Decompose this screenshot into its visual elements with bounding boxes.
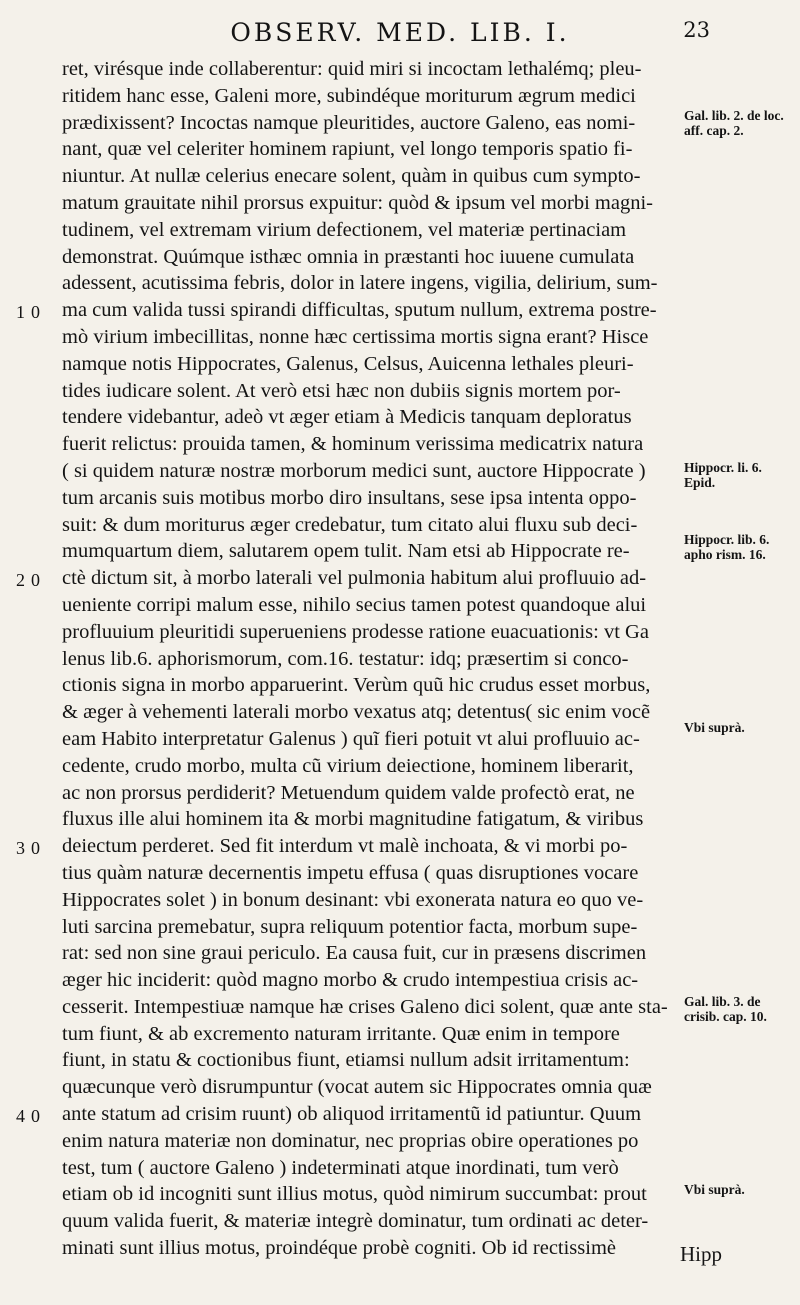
text-line: ac non prorsus perdiderit? Metuendum quidem valde profectò erat, ne [62,781,635,804]
text-line: eam Habito interpretatur Galenus ) quĩ fieri potuit vt alui profluuio ac- [62,727,640,750]
text-line: fuerit relictus: prouida tamen, & hominum verissima medicatrix natura [62,433,644,456]
text-line: quæcunque verò disrumpuntur (vocat autem sic Hippocrates omnia quæ [62,1076,652,1099]
text-line: suit: & dum moriturus æger credebatur, tum citato alui fluxu sub deci- [62,513,638,536]
margin-note-gal-lib2: Gal. lib. 2. de loc. aff. cap. 2. [684,108,784,138]
text-line: fluxus ille alui hominem ita & morbi magnitudine fatigatum, & viribus [62,808,644,831]
margin-note-gal-lib3: Gal. lib. 3. de crisib. cap. 10. [684,994,767,1024]
text-line: quum valida fuerit, & materiæ integrè dominatur, tum ordinati ac deter- [62,1210,649,1233]
text-line: ante statum ad crisim ruunt) ob aliquod irritamentũ id patiuntur. Quum [62,1103,642,1126]
text-line: cesserit. Intempestiuæ namque hæ crises Galeno dici solent, quæ ante sta- [62,995,668,1018]
body-text [62,56,680,1262]
margin-note-hippocr-aphorism: Hippocr. lib. 6. apho rism. 16. [684,532,770,562]
line-number-10: 10 [16,302,46,322]
text-line: mò virium imbecillitas, nonne hæc certissima mortis signa erant? Hisce [62,325,649,348]
line-number-40: 40 [16,1106,46,1126]
catchword: Hipp [680,1242,722,1266]
text-line: matum grauitate nihil prorsus expuitur: quòd & ipsum vel morbi magni- [62,191,653,214]
text-line: rat: sed non sine graui periculo. Ea causa fuit, cur in præsens discrimen [62,942,647,965]
text-line: prædixissent? Incoctas namque pleuritides, auctore Galeno, eas nomi- [62,111,636,134]
text-line: tum arcanis suis motibus morbo diro insultans, sese ipsa intenta oppo- [62,486,637,509]
text-line: minati sunt illius motus, proindéque probè cogniti. Ob id rectissimè [62,1237,617,1260]
text-line: Hippocrates solet ) in bonum desinant: vbi exonerata natura eo quo ve- [62,888,644,911]
text-line: luti sarcina premebatur, supra reliquum potentior facta, morbum supe- [62,915,638,938]
line-number-30: 30 [16,838,46,858]
page-number: 23 [683,18,710,42]
text-line: enim natura materiæ non dominatur, nec proprias obire operationes po [62,1129,639,1152]
text-line: ret, virésque inde collaberentur: quid miri si incoctam lethalémq; pleu- [62,58,642,80]
text-line: tius quàm naturæ decernentis impetu effusa ( quas disruptiones vocare [62,861,639,884]
text-line: ( si quidem naturæ nostræ morborum medici sunt, auctore Hippocrate ) [62,459,646,482]
running-title: OBSERV. MED. LIB. I. [230,18,570,47]
margin-note-hippocr-epid: Hippocr. li. 6. Epid. [684,460,762,490]
text-line: adessent, acutissima febris, dolor in latere ingens, vigilia, delirium, sum- [62,272,658,295]
text-line: etiam ob id incogniti sunt illius motus, quòd nimirum succumbat: prout [62,1183,647,1206]
text-line: deiectum perderet. Sed fit interdum vt malè inchoata, & vi morbi po- [62,835,628,858]
text-line: ritidem hanc esse, Galeni more, subindéque moriturum ægrum medici [62,84,636,107]
text-line: tides iudicare solent. At verò etsi hæc non dubiis signis mortem por- [62,379,621,402]
text-line: cedente, crudo morbo, multa cũ virium deiectione, hominem liberarit, [62,754,634,777]
text-line: & æger à vehementi laterali morbo vexatus atq; detentus( sic enim vocẽ [62,701,651,724]
text-line: tendere videbantur, adeò vt æger etiam à Medicis tanquam deploratus [62,406,632,429]
line-number-20: 20 [16,570,46,590]
text-line: ma cum valida tussi spirandi difficultas, sputum nullum, extrema postre- [62,299,657,322]
text-line: test, tum ( auctore Galeno ) indeterminati atque inordinati, tum verò [62,1156,619,1179]
text-line: ueniente corripi malum esse, nihilo secius tamen potest quandoque alui [62,593,647,616]
margin-note-vbi-supra-2: Vbi suprà. [684,1182,745,1197]
text-line: mumquartum diem, salutarem opem tulit. Nam etsi ab Hippocrate re- [62,540,630,563]
text-line: lenus lib.6. aphorismorum, com.16. testatur: idq; præsertim si conco- [62,647,629,670]
text-line: ctionis signa in morbo apparuerint. Verùm quũ hic crudus esset morbus, [62,674,651,697]
text-line: ctè dictum sit, à morbo laterali vel pulmonia habitum alui profluuio ad- [62,567,647,590]
margin-note-vbi-supra-1: Vbi suprà. [684,720,745,735]
text-line: namque notis Hippocrates, Galenus, Celsus, Auicenna lethales pleuri- [62,352,634,375]
text-line: niuntur. At nullæ celerius enecare solent, quàm in quibus cum sympto- [62,165,641,188]
text-line: tum fiunt, & ab excremento naturam irritante. Quæ enim in tempore [62,1022,620,1045]
text-line: æger hic inciderit: quòd magno morbo & crudo intempestiua crisis ac- [62,969,639,992]
text-line: fiunt, in statu & coctionibus fiunt, etiamsi nullum adsit irritamentum: [62,1049,630,1072]
text-line: profluuium pleuritidi superueniens prodesse ratione euacuationis: vt Ga [62,620,649,643]
text-line: nant, quæ vel celeriter hominem rapiunt, vel longo temporis spatio fi- [62,138,633,161]
text-line: demonstrat. Quúmque isthæc omnia in præstanti hoc iuuene cumulata [62,245,635,268]
text-line: tudinem, vel extremam virium defectionem, vel materiæ pertinaciam [62,218,627,241]
